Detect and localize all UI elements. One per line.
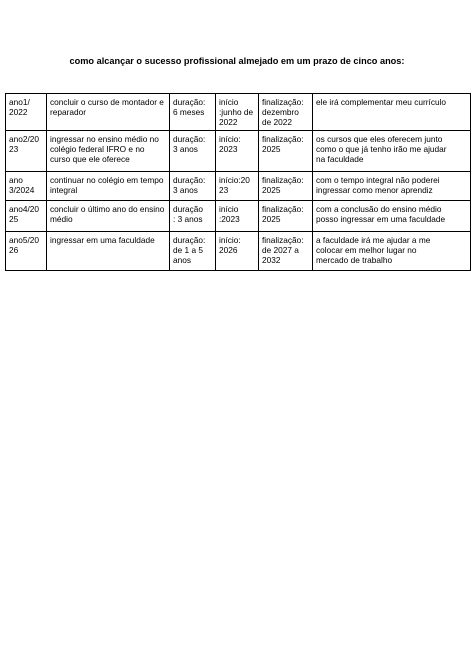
duration-cell: duração: 3 anos: [170, 171, 216, 200]
end-cell: finalização: 2025: [259, 171, 313, 200]
note-cell: com a conclusão do ensino médio posso ingressar em uma faculdade: [313, 200, 471, 231]
year-cell: ano4/20 25: [6, 200, 47, 231]
table-row: [6, 200, 471, 231]
five-year-plan-table: [5, 93, 471, 271]
start-cell: início:20 23: [216, 171, 259, 200]
start-cell: início :2023: [216, 200, 259, 231]
start-cell: início: 2023: [216, 130, 259, 171]
year-cell: ano2/20 23: [6, 130, 47, 171]
end-cell: finalização: 2025: [259, 130, 313, 171]
year-cell: ano 3/2024: [6, 171, 47, 200]
end-cell: finalização: dezembro de 2022: [259, 94, 313, 131]
document-title: como alcançar o sucesso profissional almejado em um prazo de cinco anos:: [69, 56, 405, 66]
start-cell: início: 2026: [216, 231, 259, 270]
end-cell: finalização: de 2027 a 2032: [259, 231, 313, 270]
note-cell: com o tempo integral não poderei ingressar como menor aprendiz: [313, 171, 471, 200]
action-cell: ingressar em uma faculdade: [47, 231, 170, 270]
action-cell: ingressar no ensino médio no colégio federal IFRO e no curso que ele oferece: [47, 130, 170, 171]
table-row: [6, 130, 471, 171]
duration-cell: duração: de 1 a 5 anos: [170, 231, 216, 270]
year-cell: ano1/ 2022: [6, 94, 47, 131]
table-row: [6, 171, 471, 200]
table-row: [6, 231, 471, 270]
duration-cell: duração: 6 meses: [170, 94, 216, 131]
duration-cell: duração : 3 anos: [170, 200, 216, 231]
start-cell: início :junho de 2022: [216, 94, 259, 131]
note-cell: ele irá complementar meu currículo: [313, 94, 471, 131]
action-cell: concluir o último ano do ensino médio: [47, 200, 170, 231]
action-cell: continuar no colégio em tempo integral: [47, 171, 170, 200]
table-row: [6, 94, 471, 131]
note-cell: os cursos que eles oferecem junto como o que já tenho irão me ajudar na faculdade: [313, 130, 471, 171]
note-cell: a faculdade irá me ajudar a me colocar em melhor lugar no mercado de trabalho: [313, 231, 471, 270]
end-cell: finalização: 2025: [259, 200, 313, 231]
duration-cell: duração: 3 anos: [170, 130, 216, 171]
year-cell: ano5/20 26: [6, 231, 47, 270]
action-cell: concluir o curso de montador e reparador: [47, 94, 170, 131]
